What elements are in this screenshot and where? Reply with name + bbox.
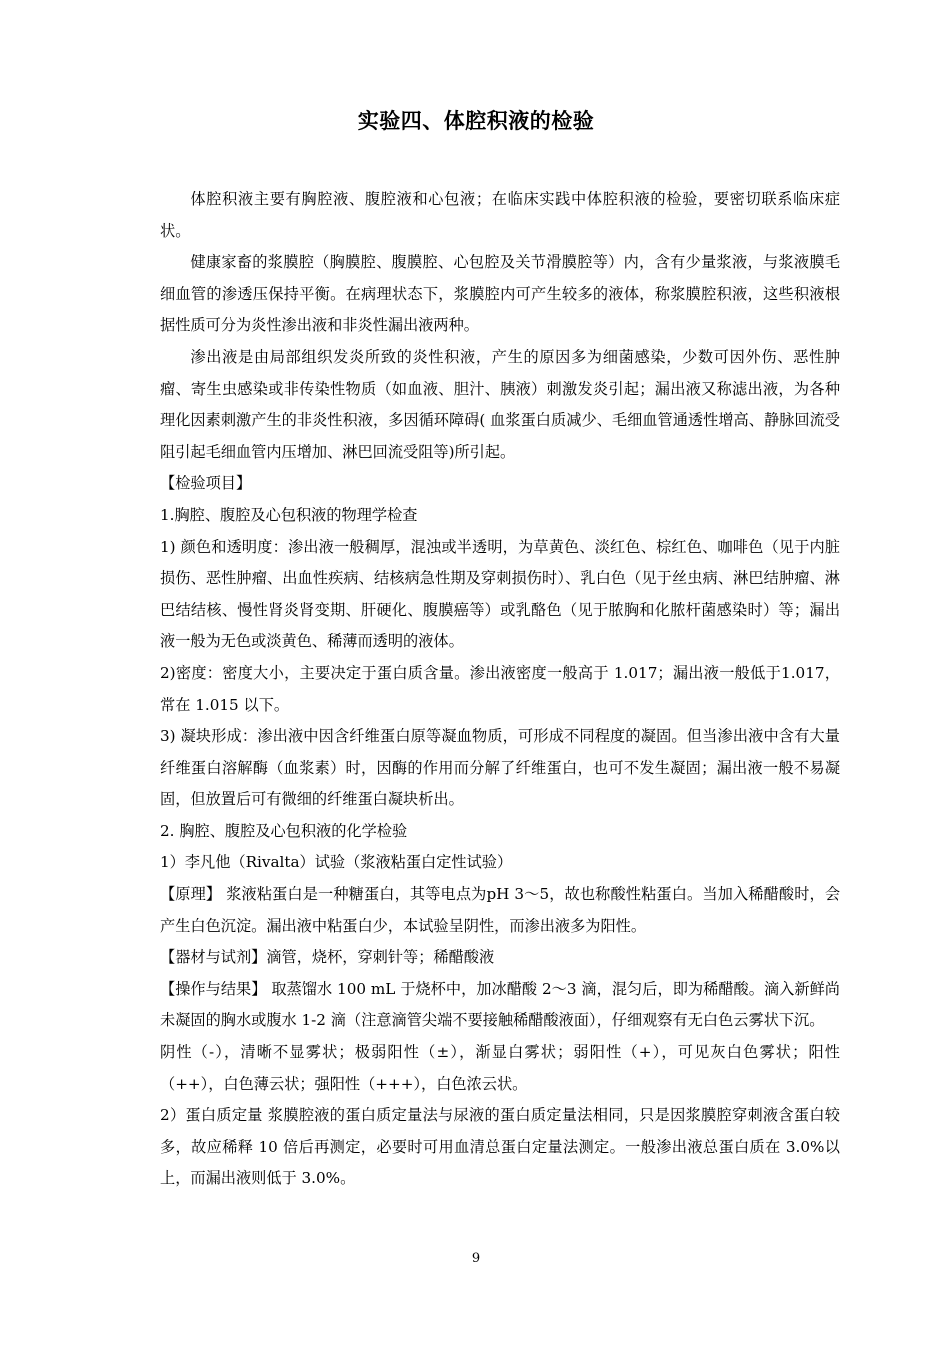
operation-label: 【操作与结果】 bbox=[160, 979, 267, 998]
operation-paragraph bbox=[160, 974, 840, 1037]
page-title: 实验四、体腔积液的检验 bbox=[357, 108, 595, 133]
exudate-paragraph: 渗出液是由局部组织发炎所致的炎性积液，产生的原因多为细菌感染，少数可因外伤、恶性肿瘤、寄生虫感染或非传染性物质（如血液、胆汁、胰液）刺激发炎引起；漏出液又称滤出液，为各种理化因素刺激产生的非炎性积液，多因循环障碍( 血浆蛋白质减少、毛细血管通透性增高、静脉回流受阻引起毛细血管内压增加、淋巴回流受阻等)所引起。 bbox=[160, 347, 840, 461]
item1-title: 1.胸腔、腹腔及心包积液的物理学检查 bbox=[160, 505, 418, 524]
clot-formation-item: 3) 凝块形成：渗出液中因含纤维蛋白原等凝血物质，可形成不同程度的凝固。但当渗出液中含有大量纤维蛋白溶解酶（血浆素）时，因酶的作用而分解了纤维蛋白，也可不发生凝固；漏出液一般不易凝固，但放置后可有微细的纤维蛋白凝块析出。 bbox=[160, 727, 840, 809]
section-heading: 【检验项目】 bbox=[160, 474, 252, 493]
item2-title: 2. 胸腔、腹腔及心包积液的化学检验 bbox=[160, 821, 408, 840]
operation-text: 取蒸馏水 100 mL 于烧杯中，加冰醋酸 2～3 滴，混匀后，即为稀醋酸。滴入新鲜尚未凝固的胸水或腹水 1-2 滴（注意滴管尖端不要接触稀醋酸液面），仔细观察有无白色云雾状下沉。 bbox=[160, 979, 840, 1030]
equipment-label: 【器材与试剂】 bbox=[160, 948, 267, 967]
results-paragraph: 阴性（-），清晰不显雾状；极弱阳性（±），渐显白雾状；弱阳性（+），可见灰白色雾状；阳性（++），白色薄云状；强阳性（+++），白色浓云状。 bbox=[160, 1043, 840, 1093]
page-number: 9 bbox=[471, 1251, 481, 1266]
protein-quantification-item: 2）蛋白质定量 浆膜腔液的蛋白质定量法与尿液的蛋白质定量法相同，只是因浆膜腔穿刺液含蛋白较多，故应稀释 10 倍后再测定，必要时可用血清总蛋白定量法测定。一般渗出液总蛋白质在 3.0%以上，而漏出液则低于 3.0%。 bbox=[160, 1106, 840, 1188]
equipment-text: 滴管，烧杯，穿刺针等；稀醋酸液 bbox=[266, 948, 495, 967]
intro-paragraph: 体腔积液主要有胸腔液、腹腔液和心包液；在临床实践中体腔积液的检验，要密切联系临床症状。 bbox=[160, 190, 840, 240]
principle-text: 浆液粘蛋白是一种糖蛋白，其等电点为pH 3～5，故也称酸性粘蛋白。当加入稀醋酸时，会产生白色沉淀。漏出液中粘蛋白少，本试验呈阴性，而渗出液多为阳性。 bbox=[160, 885, 841, 935]
document-body bbox=[160, 184, 840, 1195]
serous-cavity-paragraph: 健康家畜的浆膜腔（胸膜腔、腹膜腔、心包腔及关节滑膜腔等）内，含有少量浆液，与浆液膜毛细血管的渗透压保持平衡。在病理状态下，浆膜腔内可产生较多的液体，称浆膜腔积液，这些积液根据性质可分为炎性渗出液和非炎性漏出液两种。 bbox=[160, 253, 840, 335]
rivalta-test-title: 1）李凡他（Rivalta）试验（浆液粘蛋白定性试验） bbox=[160, 853, 513, 872]
principle-label: 【原理】 bbox=[160, 885, 222, 904]
equipment-paragraph bbox=[160, 942, 840, 974]
color-transparency-item: 1) 颜色和透明度：渗出液一般稠厚，混浊或半透明，为草黄色、淡红色、棕红色、咖啡色（见于内脏损伤、恶性肿瘤、出血性疾病、结核病急性期及穿刺损伤时）、乳白色（见于丝虫病、淋巴结肿瘤、淋巴结结核、慢性肾炎肾变期、肝硬化、腹膜癌等）或乳酪色（见于脓胸和化脓杆菌感染时）等；漏出液一般为无色或淡黄色、稀薄而透明的液体。 bbox=[160, 537, 840, 651]
density-item: 2)密度：密度大小，主要决定于蛋白质含量。渗出液密度一般高于 1.017；漏出液一般低于1.017，常在 1.015 以下。 bbox=[160, 663, 840, 714]
principle-paragraph bbox=[160, 879, 840, 942]
